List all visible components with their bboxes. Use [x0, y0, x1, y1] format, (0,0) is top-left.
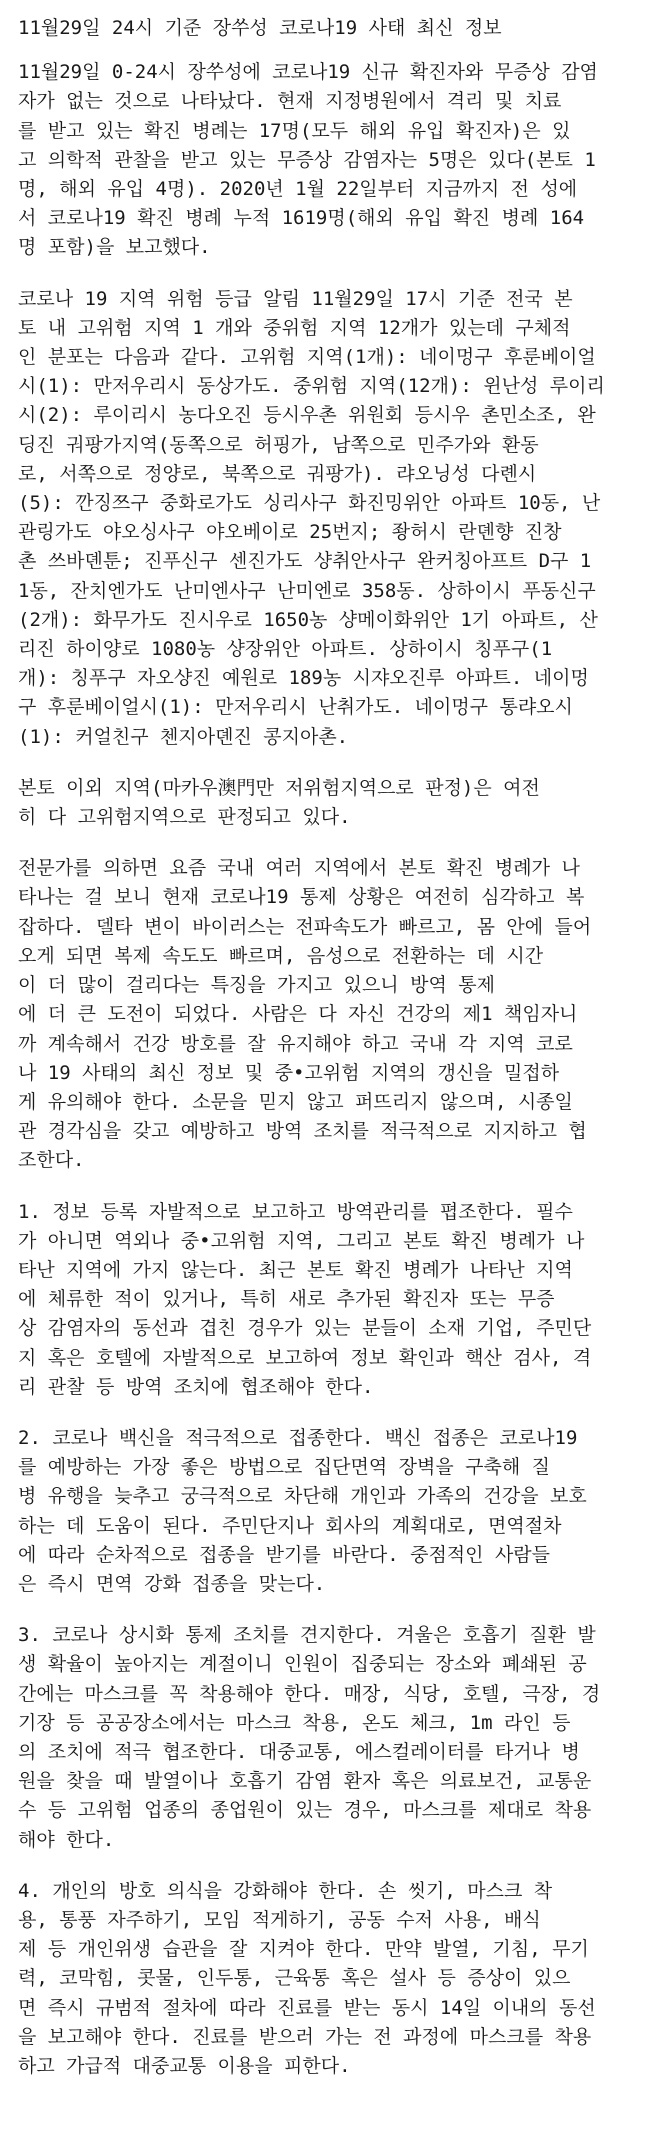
text-line: 1. 정보 등록 자발적으로 보고하고 방역관리를 폅조한다. 필수: [18, 1200, 573, 1223]
text-line: 서 코로나19 확진 병례 누적 1619명(해외 유입 확진 병례 164: [18, 207, 585, 230]
text-line: 간에는 마스크를 꼭 착용해야 한다. 매장, 식당, 호텔, 극장, 경: [18, 1682, 601, 1705]
text-line: 까 계속해서 건강 방호를 잘 유지해야 하고 국내 각 지역 코로: [18, 1032, 573, 1055]
text-line: 하는 데 도움이 된다. 주민단지나 회사의 계획대로, 면역절차: [18, 1514, 562, 1537]
text-line: 4. 개인의 방호 의식을 강화해야 한다. 손 씻기, 마스크 착: [18, 1879, 553, 1902]
paragraph-4: [18, 854, 648, 1175]
text-line: 게 유의해야 한다. 소문을 믿지 않고 퍼뜨리지 않으며, 시종일: [18, 1090, 573, 1113]
text-line: 1동, 잔치엔가도 난미엔사구 난미엔로 358동. 상하이시 푸동신구: [18, 579, 596, 602]
text-line: 지 혹은 호텔에 자발적으로 보고하여 정보 확인과 핵산 검사, 격: [18, 1346, 592, 1369]
text-line: 의 조치에 적극 협조한다. 대중교통, 에스컬레이터를 타거나 병: [18, 1740, 580, 1763]
text-line: 11월29일 0-24시 장쑤성에 코로나19 신규 확진자와 무증상 감염: [18, 61, 598, 84]
text-line: 로, 서쪽으로 정양로, 북쪽으로 궈팡가). 랴오닝성 다롄시: [18, 462, 537, 485]
paragraph-2: [18, 285, 648, 752]
text-line: 히 다 고위험지역으로 판정되고 있다.: [18, 806, 351, 829]
text-line: 리 관찰 등 방역 조치에 협조해야 한다.: [18, 1375, 374, 1398]
text-line: 생 확율이 높아지는 계절이니 인원이 집중되는 장소와 폐쇄된 공: [18, 1653, 587, 1676]
text-line: 본토 이외 지역(마카우澳門만 저위험지역으로 판정)은 여전: [18, 776, 540, 799]
text-line: 이 더 많이 걸리다는 특징을 가지고 있으니 방역 통제: [18, 974, 495, 997]
paragraph-5: [18, 1198, 648, 1402]
text-line: 에 따라 순차적으로 접종을 받기를 바란다. 중점적인 사람들: [18, 1543, 551, 1566]
text-line: 시(1): 만저우리시 동상가도. 중위험 지역(12개): 윈난성 루이리: [18, 375, 605, 398]
text-line: 딩진 궈팡가지역(동쪽으로 허핑가, 남쪽으로 민주가와 환동: [18, 433, 539, 456]
text-line: 를 받고 있는 확진 병례는 17명(모두 해외 유입 확진자)은 있: [18, 119, 571, 142]
text-line: 리진 하이양로 1080농 샹장위안 아파트. 상하이시 칭푸구(1: [18, 638, 553, 661]
paragraph-3: [18, 774, 648, 832]
text-line: 하고 가급적 대중교통 이용을 피한다.: [18, 2055, 351, 2077]
text-line: 기장 등 공공장소에서는 마스크 착용, 온도 체크, 1m 라인 등: [18, 1711, 571, 1734]
text-line: 코로나 19 지역 위험 등급 알림 11월29일 17시 기준 전국 본: [18, 287, 573, 310]
text-line: 2. 코로나 백신을 적극적으로 접종한다. 백신 접종은 코로나19: [18, 1426, 578, 1449]
text-line: 수 등 고위험 업종의 종업원이 있는 경우, 마스크를 제대로 착용: [18, 1799, 592, 1822]
text-line: (1): 커얼친구 첸지아뎬진 콩지아촌.: [18, 725, 349, 748]
text-line: 인 분포는 다음과 같다. 고위험 지역(1개): 네이멍구 후룬베이얼: [18, 346, 596, 369]
text-line: 을 보고해야 한다. 진료를 받으러 가는 전 과정에 마스크를 착용: [18, 2025, 592, 2048]
text-line: 전문가를 의하면 요즘 국내 여러 지역에서 본토 확진 병례가 나: [18, 857, 580, 880]
paragraph-1: [18, 58, 648, 262]
text-line: 타나는 걸 보니 현재 코로나19 통제 상황은 여전히 심각하고 복: [18, 886, 585, 909]
text-line: 은 즉시 면역 강화 접종을 맞는다.: [18, 1572, 326, 1595]
text-line: 를 예방하는 가장 좋은 방법으로 집단면역 장벽을 구축해 질: [18, 1456, 551, 1479]
text-line: 상 감염자의 동선과 겹친 경우가 있는 분들이 소재 기업, 주민단: [18, 1317, 592, 1340]
text-line: 명 포함)을 보고했다.: [18, 236, 211, 259]
text-line: 력, 코막힘, 콧물, 인두통, 근육통 혹은 설사 등 증상이 있으: [18, 1967, 571, 1990]
text-line: 고 의학적 관찰을 받고 있는 무증상 감염자는 5명은 있다(본토 1: [18, 148, 596, 171]
text-line: 관 경각심을 갖고 예방하고 방역 조치를 적극적으로 지지하고 협: [18, 1120, 587, 1143]
text-line: 토 내 고위험 지역 1 개와 중위험 지역 12개가 있는데 구체적: [18, 316, 571, 339]
text-line: 관링가도 야오싱사구 야오베이로 25번지; 좡허시 란뎬향 진창: [18, 521, 562, 544]
text-line: 면 즉시 규범적 절차에 따라 진료를 받는 동시 14일 이내의 동선: [18, 1996, 596, 2019]
text-line: 명, 해외 유입 4명). 2020년 1월 22일부터 지금까지 전 성에: [18, 178, 578, 201]
text-line: 원을 찾을 때 발열이나 호흡기 감염 환자 혹은 의료보건, 교통운: [18, 1770, 592, 1793]
text-line: 시(2): 루이리시 농다오진 등시우촌 위원회 등시우 촌민소조, 완: [18, 404, 596, 427]
text-line: 에 체류한 적이 있거나, 특히 새로 추가된 확진자 또는 무증: [18, 1288, 555, 1311]
paragraph-8: [18, 1877, 648, 2081]
text-line: 잡하다. 델타 변이 바이러스는 전파속도가 빠르고, 몸 안에 들어: [18, 915, 592, 938]
text-line: 병 유행을 늦추고 궁극적으로 차단해 개인과 가족의 건강을 보호: [18, 1485, 587, 1508]
paragraph-7: [18, 1621, 648, 1855]
article-title: 11월29일 24시 기준 장쑤성 코로나19 사태 최신 정보: [18, 17, 502, 39]
text-line: (2개): 화무가도 진시우로 1650농 샹메이화위안 1기 아파트, 산: [18, 608, 598, 631]
text-line: 3. 코로나 상시화 통제 조치를 견지한다. 겨울은 호흡기 질환 발: [18, 1624, 596, 1647]
paragraph-6: [18, 1424, 648, 1599]
article-body: [18, 58, 648, 2081]
text-line: 촌 쓰바뎬툰; 진푸신구 센진가도 샹취안사구 완커칭아프트 D구 1: [18, 550, 592, 573]
text-line: 에 더 큰 도전이 되었다. 사람은 다 자신 건강의 제1 책임자니: [18, 1003, 578, 1026]
text-line: 타난 지역에 가지 않는다. 최근 본토 확진 병례가 나타난 지역: [18, 1258, 573, 1281]
text-line: 용, 통풍 자주하기, 모임 적게하기, 공동 수저 사용, 배식: [18, 1908, 541, 1931]
text-line: 자가 없는 것으로 나타났다. 현재 지정병원에서 격리 및 치료: [18, 90, 562, 113]
text-line: 조한다.: [18, 1149, 85, 1172]
text-line: 해야 한다.: [18, 1828, 115, 1851]
text-line: 가 아니면 역외나 중•고위험 지역, 그리고 본토 확진 병례가 나: [18, 1229, 585, 1252]
text-line: 제 등 개인위생 습관을 잘 지켜야 한다. 만약 발열, 기침, 무기: [18, 1938, 589, 1961]
text-line: 나 19 사태의 최신 정보 및 중•고위험 지역의 갱신을 밀접하: [18, 1061, 560, 1084]
text-line: (5): 깐징쯔구 중화로가도 싱리사구 화진밍위안 아파트 10동, 난: [18, 492, 601, 515]
text-line: 개): 칭푸구 자오샹진 예원로 189농 시쟈오진루 아파트. 네이멍: [18, 667, 589, 690]
text-line: 구 후룬베이얼시(1): 만저우리시 난취가도. 네이멍구 통랴오시: [18, 696, 573, 719]
text-line: 오게 되면 복제 속도도 빠르며, 음성으로 전환하는 데 시간: [18, 944, 544, 967]
